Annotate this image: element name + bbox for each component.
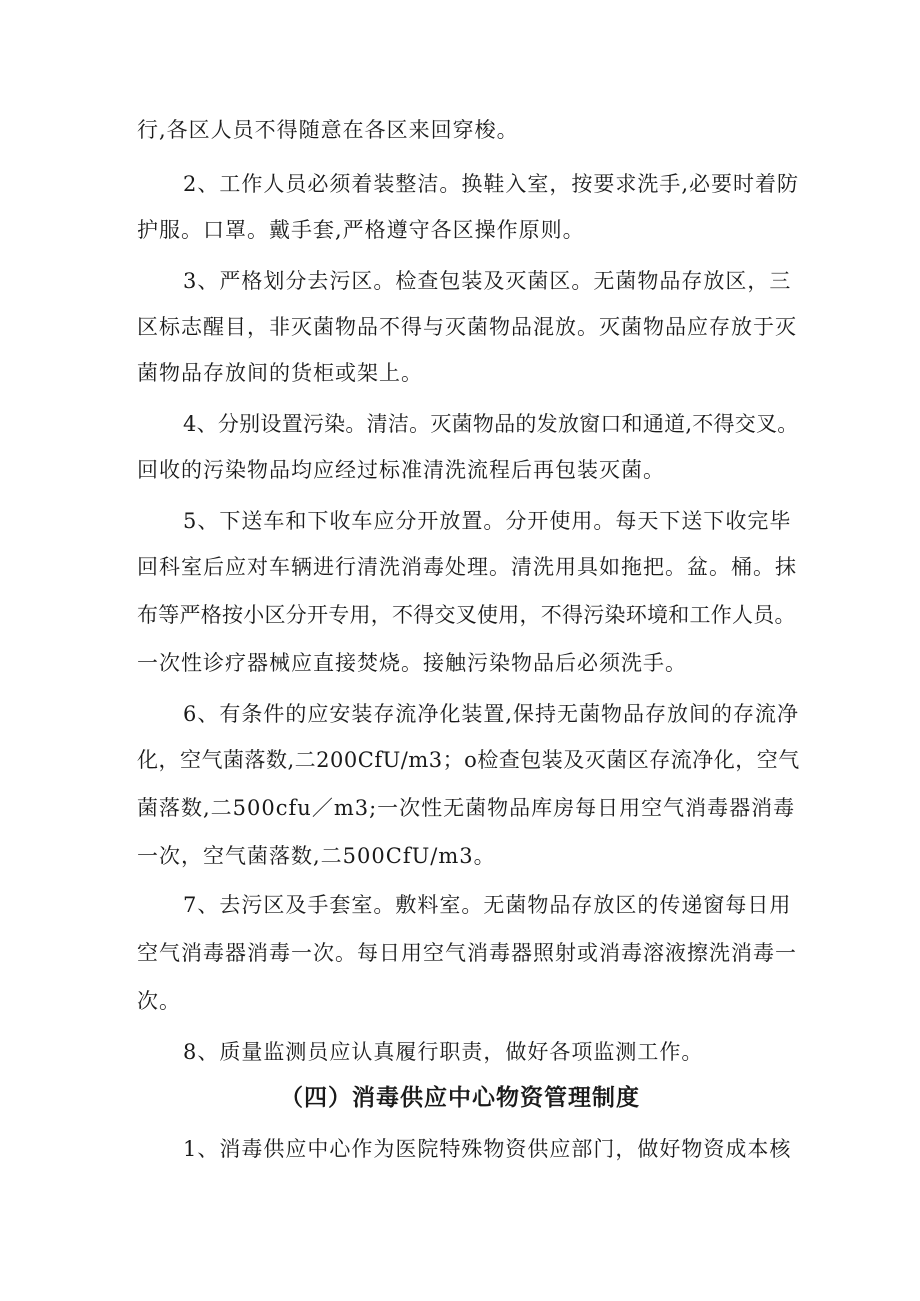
paragraph-line: 空气消毒器消毒一次。每日用空气消毒器照射或消毒溶液擦洗消毒一 [137, 941, 797, 965]
paragraph-line: 2、工作人员必须着装整洁。换鞋入室，按要求洗手,必要时着防 [183, 172, 800, 196]
paragraph-line: 布等严格按小区分开专用，不得交叉使用，不得污染环境和工作人员。 [137, 603, 796, 627]
paragraph-line: 一次，空气菌落数,二500CfU/m3。 [137, 844, 496, 868]
paragraph-line: 1、消毒供应中心作为医院特殊物资供应部门，做好物资成本核 [183, 1137, 792, 1161]
paragraph-line: 3、严格划分去污区。检查包装及灭菌区。无菌物品存放区，三 [183, 269, 792, 293]
section-heading: （四）消毒供应中心物资管理制度 [280, 1085, 640, 1111]
paragraph-line: 菌落数,二500cfu／m3;一次性无菌物品库房每日用空气消毒器消毒 [137, 796, 796, 820]
paragraph-line: 化，空气菌落数,二200CfU/m3；o检查包装及灭菌区存流净化，空气 [137, 748, 800, 772]
paragraph-line: 护服。口罩。戴手套,严格遵守各区操作原则。 [137, 218, 585, 242]
paragraph-line: 7、去污区及手套室。敷料室。无菌物品存放区的传递窗每日用 [183, 893, 792, 917]
paragraph-line: 回科室后应对车辆进行清洗消毒处理。清洗用具如拖把。盆。桶。抹 [137, 555, 797, 579]
paragraph-line: 区标志醒目，非灭菌物品不得与灭菌物品混放。灭菌物品应存放于灭 [137, 315, 797, 339]
paragraph-line: 回收的污染物品均应经过标准清洗流程后再包装灭菌。 [137, 458, 665, 482]
paragraph-line: 6、有条件的应安装存流净化装置,保持无菌物品存放间的存流净 [183, 702, 800, 726]
paragraph-line: 8、质量监测员应认真履行职责，做好各项监测工作。 [183, 1040, 704, 1064]
paragraph-line: 5、下送车和下收车应分开放置。分开使用。每天下送下收完毕 [183, 509, 792, 533]
paragraph-line: 一次性诊疗器械应直接焚烧。接触污染物品后必须洗手。 [137, 651, 687, 675]
paragraph-line: 次。 [137, 989, 181, 1013]
paragraph-line: 菌物品存放间的货柜或架上。 [137, 361, 423, 385]
paragraph-line: 4、分别设置污染。清洁。灭菌物品的发放窗口和通道,不得交叉。 [183, 412, 799, 436]
paragraph-line: 行,各区人员不得随意在各区来回穿梭。 [137, 118, 519, 142]
